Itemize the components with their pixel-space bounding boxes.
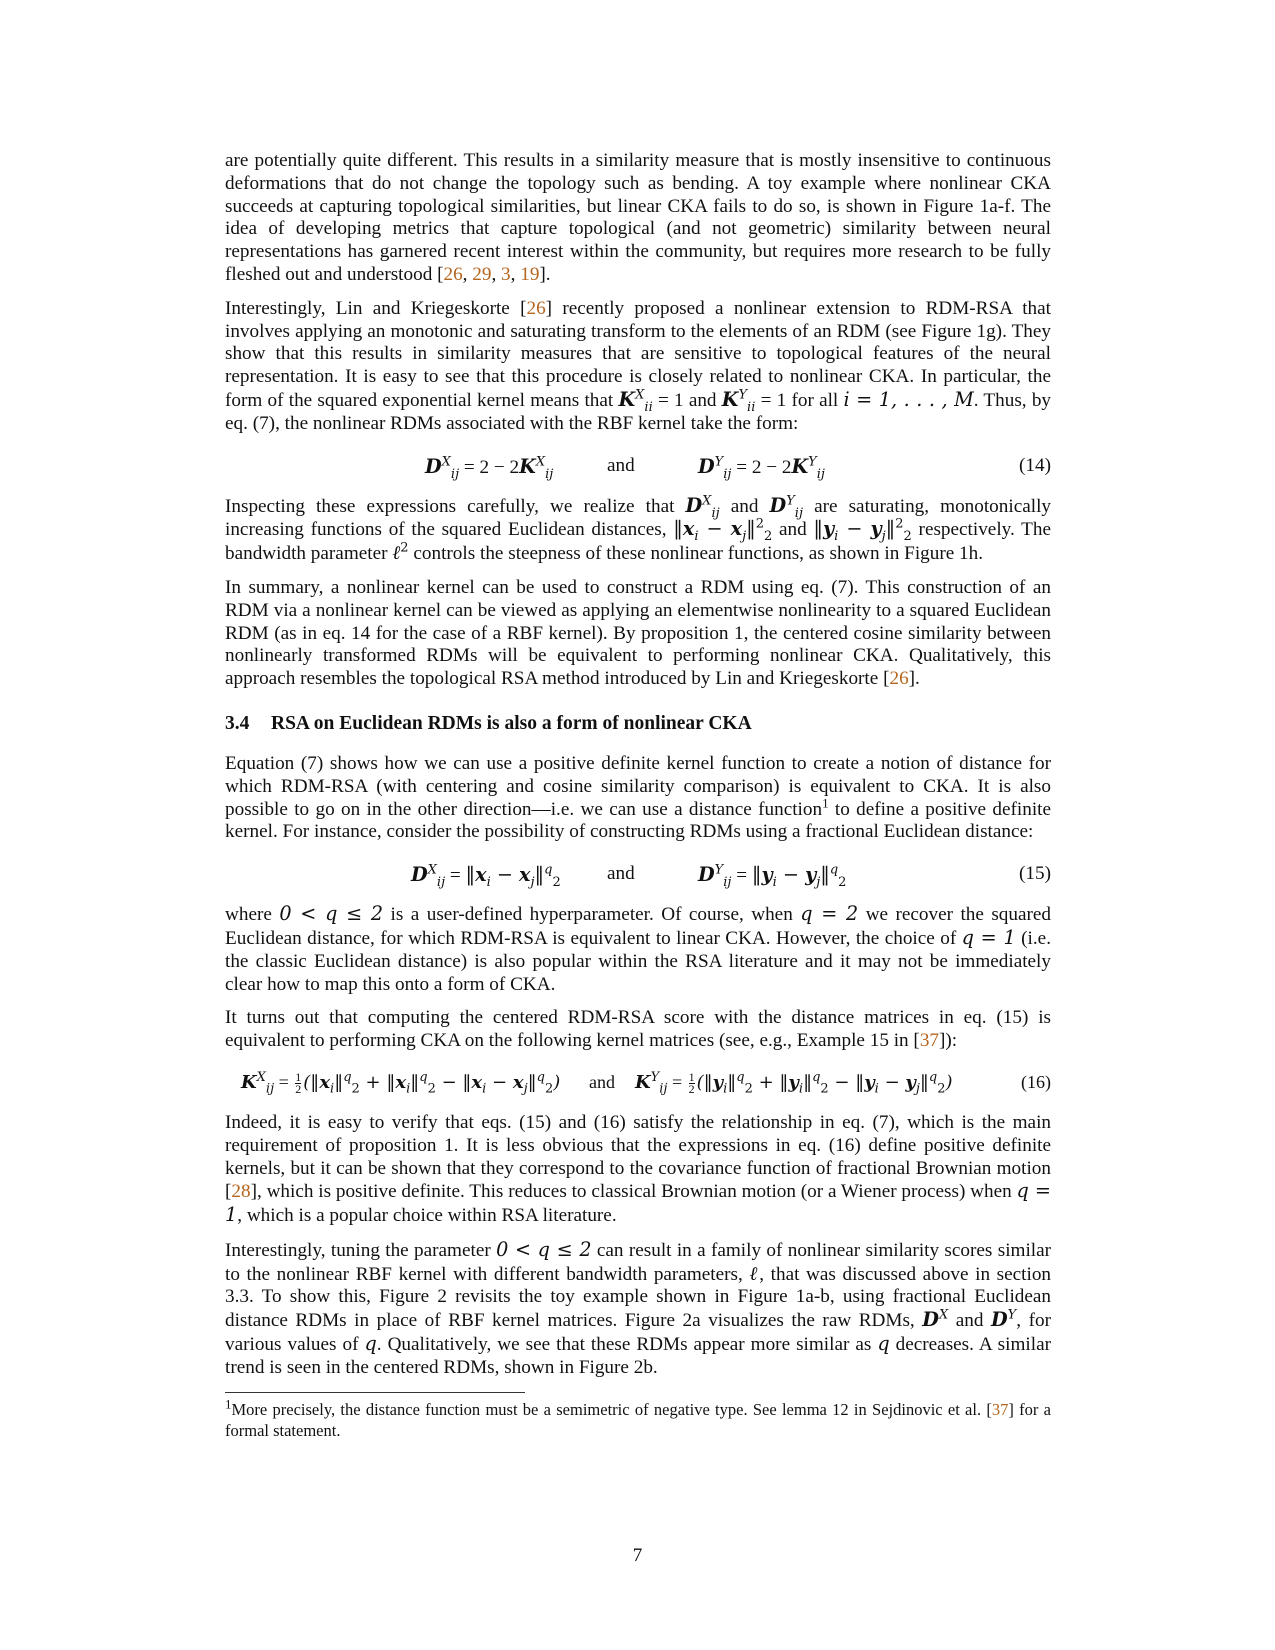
- equation-15: $D^X_{ij}$ = $‖x_i$ − $x_j‖^q_2$ and $D^Y_{ij}$ = $‖y_i$ − $y_j‖^q_2$ (15): [411, 862, 1051, 890]
- footnote-marker: 1: [225, 1396, 232, 1412]
- paragraph-topology: are potentially quite different. This results in a similarity measure that is mostly insensitive to continuous deformations that do not change the topology such as bending. A toy example where nonlinear CKA succeeds at capturing topological similarities, but linear CKA fails to do so, is shown in Figure 1a-f. The idea of developing metrics that capture topological (and not geometric) similarity between neural representations has garnered recent interest within the community, but requires more research to be fully fleshed out and understood [26, 29, 3, 19].: [225, 150, 1051, 285]
- equation-16: $K^X_{ij}$ = $\frac{1}{2}$ ($‖x_i‖^q_2$ + $‖x_i‖^q_2$ − $‖x_i$ − $x_j‖^q_2$) and $K^Y_{ij}$ = $\frac{1}{2}$ ($‖y_i‖^q_2$ + $‖y_i‖^q_2$ − $‖y_i$ − $y_j‖^q_2$) (16): [241, 1069, 1051, 1097]
- citation-link[interactable]: 28: [231, 1181, 251, 1203]
- section-number: 3.4: [225, 712, 250, 734]
- paragraph-equation-7: Equation (7) shows how we can use a positive definite kernel function to create a notion of distance for which RDM-RSA (with centering and cosine similarity comparison) is equivalent to CKA. It is also possible to go on in the other direction—i.e. we can use a distance function$^1$ to define a positive definite kernel. For instance, consider the possibility of constructing RDMs using a fractional Euclidean distance:: [225, 752, 1051, 843]
- paragraph-hyperparameter: where 0 < q ≤ 2 is a user-defined hyperparameter. Of course, when q = 2 we recover the squared Euclidean distance, for which RDM-RSA is equivalent to linear CKA. However, the choice of q = 1 (i.e. the classic Euclidean distance) is also popular within the RSA literature and it may not be immediately clear how to map this onto a form of CKA.: [225, 902, 1052, 995]
- paragraph-tuning: Interestingly, tuning the parameter 0 < q ≤ 2 can result in a family of nonlinear similarity scores similar to the nonlinear RBF kernel with different bandwidth parameters, ℓ, that was discussed above in section 3.3. To show this, Figure 2 revisits the toy example shown in Figure 1a-b, using fractional Euclidean distance RDMs in place of RBF kernel matrices. Figure 2a visualizes the raw RDMs, $D^X$ and $D^Y$, for various values of q. Qualitatively, we see that these RDMs appear more similar as q decreases. A similar trend is seen in the centered RDMs, shown in Figure 2b.: [225, 1237, 1052, 1378]
- citation-link[interactable]: 19: [520, 263, 540, 285]
- citation-link[interactable]: 26: [889, 668, 909, 690]
- footnote-divider: [225, 1392, 525, 1393]
- page-number: 7: [632, 1545, 643, 1566]
- citation-link[interactable]: 3: [501, 263, 511, 285]
- paper-page: [225, 150, 1051, 1441]
- section-heading: [225, 713, 1051, 735]
- equation-number: (16): [1021, 1071, 1051, 1092]
- citation-link[interactable]: 26: [526, 297, 546, 319]
- equation-and: and: [607, 454, 635, 476]
- equation-number: (14): [1019, 454, 1051, 476]
- paragraph-lin-kriegeskorte: Interestingly, Lin and Kriegeskorte [26] recently proposed a nonlinear extension to RDM-RSA that involves applying an monotonic and saturating transform to the elements of an RDM (see Figure 1g). They show that this results in similarity measures that are sensitive to topological features of the neural representation. It is easy to see that this procedure is closely related to nonlinear CKA. In particular, the form of the squared exponential kernel means that $K^X_{ii} = 1$ and $K^Y_{ii} = 1$ for all i = 1, . . . , M. Thus, by eq. (7), the nonlinear RDMs associated with the RBF kernel take the form:: [225, 297, 1052, 434]
- paragraph-brownian: Indeed, it is easy to verify that eqs. (15) and (16) satisfy the relationship in eq. (7), which is the main requirement of proposition 1. It is less obvious that the expressions in eq. (16) define positive definite kernels, but it can be shown that they correspond to the covariance function of fractional Brownian motion [28], which is positive definite. This reduces to classical Brownian motion (or a Wiener process) when q = 1, which is a popular choice within RSA literature.: [225, 1111, 1051, 1227]
- citation-link[interactable]: 37: [919, 1030, 940, 1052]
- footnote-marker[interactable]: 1: [822, 795, 829, 811]
- equation-and: and: [607, 863, 635, 885]
- equation-14: $D^X_{ij} = 2 - 2K^X_{ij}$ and $D^Y_{ij} = 2 - 2K^Y_{ij}$ (14): [425, 454, 1051, 482]
- section-title: RSA on Euclidean RDMs is also a form of nonlinear CKA: [271, 712, 752, 734]
- citation-link[interactable]: 26: [443, 263, 463, 285]
- equation-and: and: [589, 1071, 615, 1092]
- citation-link[interactable]: 29: [472, 263, 492, 285]
- footnote: $^1$More precisely, the distance function must be a semimetric of negative type. See lemma 12 in Sejdinovic et al. [37] for a formal statement.: [225, 1396, 1051, 1440]
- citation-link[interactable]: 37: [991, 1399, 1009, 1419]
- equation-number: (15): [1019, 863, 1051, 885]
- paragraph-summary: In summary, a nonlinear kernel can be used to construct a RDM using eq. (7). This construction of an RDM via a nonlinear kernel can be viewed as applying an elementwise nonlinearity to a squared Euclidean RDM (as in eq. 14 for the case of a RBF kernel). By proposition 1, the centered cosine similarity between nonlinearly transformed RDMs will be equivalent to performing nonlinear CKA. Qualitatively, this approach resembles the topological RSA method introduced by Lin and Kriegeskorte [26].: [225, 576, 1051, 690]
- paragraph-inspecting: Inspecting these expressions carefully, we realize that $D^X_{ij}$ and $D^Y_{ij}$ are saturating, monotonically increasing functions of the squared Euclidean distances, $‖x_i$ − $x_j‖^2_2$ and $‖y_i$ − $y_j‖^2_2$ respectively. The bandwidth parameter ℓ$^2$ controls the steepness of these nonlinear functions, as shown in Figure 1h.: [225, 493, 1052, 565]
- paragraph-centered-rsa: It turns out that computing the centered RDM-RSA score with the distance matrices in eq. (15) is equivalent to performing CKA on the following kernel matrices (see, e.g., Example 15 in [37]):: [225, 1007, 1051, 1052]
